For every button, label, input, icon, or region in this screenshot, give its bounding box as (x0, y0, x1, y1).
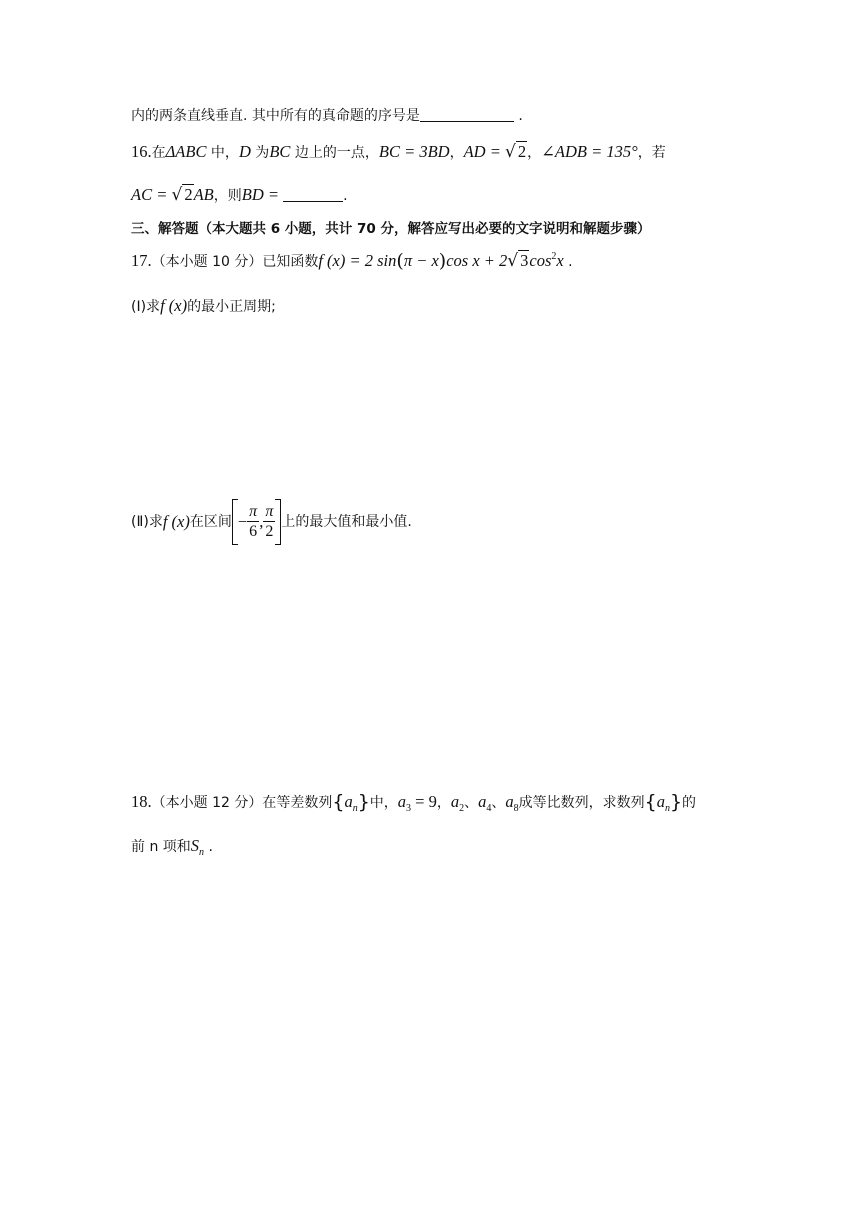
fraction-pi-over-6: $\frac{\pi}{6}$ (249, 502, 258, 540)
q17-stem: 17.（本小题 10 分）已知函数f (x) = 2 sin(π − x)cos x + 2√ $3\cos^2x$ . (131, 250, 573, 272)
q15-continuation: 内的两条直线垂直. 其中所有的真命题的序号是 . (131, 108, 523, 124)
answer-blank-15 (420, 120, 514, 122)
answer-blank-16 (283, 200, 343, 202)
section-3-heading: 三、解答题（本大题共 6 小题，共计 70 分，解答应写出必要的文字说明和解题步骤） (131, 221, 651, 237)
q16-line2: AC = √ 2AB，则BD = . (131, 185, 348, 205)
sqrt-3: √ 3 (507, 251, 529, 271)
q18-stem-line2: 前 n 项和$S_n$ . (131, 836, 213, 858)
q16-line1: 16.在ΔABC 中，D 为BC 边上的一点，BC = 3BD，AD = √ 2，∠ADB = 135°，若 (131, 142, 666, 162)
fraction-pi-over-2: $\frac{\pi}{2}$ (265, 502, 274, 540)
sqrt-2: √ 2 (171, 185, 193, 205)
q18-stem-line1: 18.（本小题 12 分）在等差数列$\{a_n\}$中，$a_3 = 9$，$a_2$、$a_4$、$a_8$成等比数列，求数列$\{a_n\}$的 (131, 791, 697, 814)
sqrt-2: √ 2 (504, 142, 527, 162)
q17-part1: (Ⅰ)求f (x)的最小正周期; (131, 296, 276, 315)
q17-part2: (Ⅱ)求f (x)在区间 − $\frac{\pi}{6}$ , $\frac{\pi}{2}$ 上的最大值和最小值. (131, 499, 412, 545)
